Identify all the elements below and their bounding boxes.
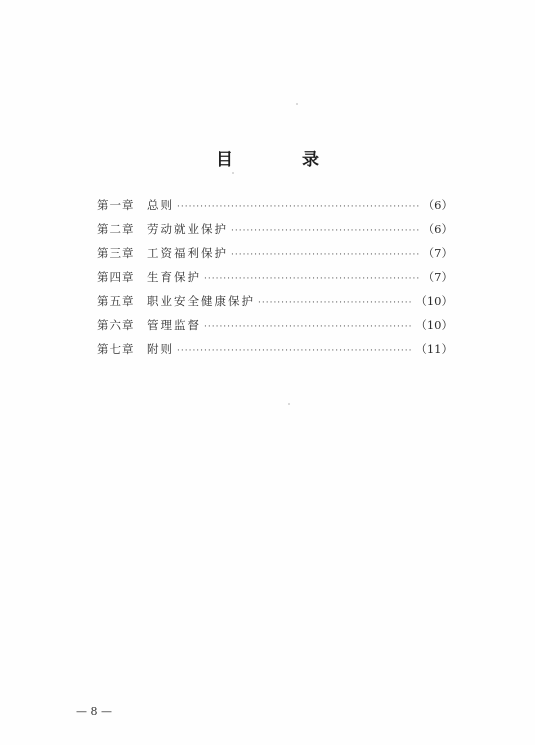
toc-page-number: （10） (415, 294, 453, 308)
toc-list (97, 197, 453, 365)
toc-chapter-name: 工资福利保护 (147, 246, 228, 260)
toc-chapter-label: 第七章 (97, 342, 135, 356)
toc-entry (97, 197, 453, 221)
toc-leader-dots (204, 274, 420, 284)
scan-speck (296, 103, 298, 105)
toc-chapter-name: 职业安全健康保护 (147, 294, 255, 308)
toc-chapter-label: 第四章 (97, 270, 135, 284)
toc-entry (97, 293, 453, 317)
toc-page-number: （11） (415, 342, 453, 356)
toc-page-number: （6） (422, 222, 453, 236)
toc-page-number: （7） (422, 270, 453, 284)
toc-page-number: （7） (422, 246, 453, 260)
toc-leader-dots (231, 226, 420, 236)
toc-entry (97, 317, 453, 341)
toc-chapter-label: 第一章 (97, 198, 135, 212)
toc-leader-dots (231, 250, 420, 260)
toc-chapter-name: 管理监督 (147, 318, 201, 332)
scan-speck (232, 172, 234, 174)
toc-chapter-label: 第三章 (97, 246, 135, 260)
scan-speck (288, 403, 290, 405)
toc-chapter-name: 生育保护 (147, 270, 201, 284)
toc-leader-dots (177, 202, 420, 212)
toc-page-number: （6） (422, 198, 453, 212)
toc-leader-dots (204, 322, 412, 332)
toc-page-number: （10） (415, 318, 453, 332)
toc-chapter-name: 劳动就业保护 (147, 222, 228, 236)
toc-entry (97, 245, 453, 269)
toc-chapter-name: 总则 (147, 198, 174, 212)
toc-chapter-label: 第六章 (97, 318, 135, 332)
toc-title: 目 录 (216, 150, 345, 170)
toc-chapter-label: 第二章 (97, 222, 135, 236)
toc-entry (97, 221, 453, 245)
page-number: — 8 — (76, 705, 112, 718)
toc-leader-dots (258, 298, 412, 308)
toc-chapter-name: 附则 (147, 342, 174, 356)
toc-chapter-label: 第五章 (97, 294, 135, 308)
toc-leader-dots (177, 346, 412, 356)
toc-entry (97, 269, 453, 293)
toc-entry (97, 341, 453, 365)
